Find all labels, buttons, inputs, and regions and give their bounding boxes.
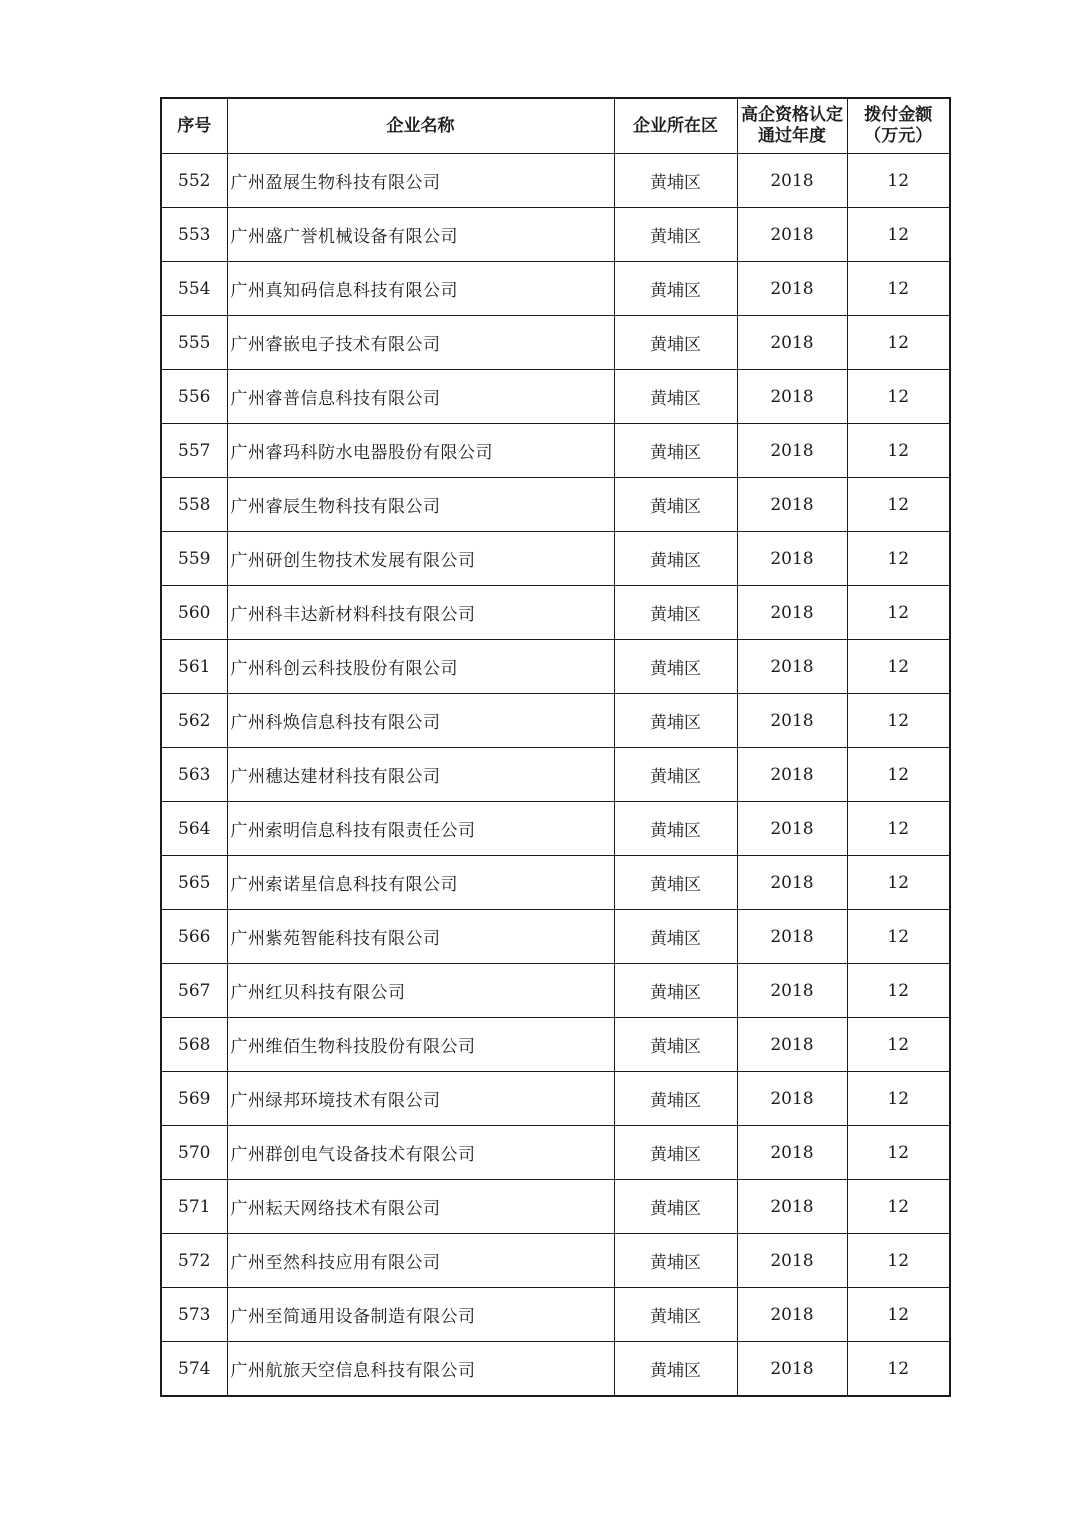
header-serial-number: 序号	[161, 98, 227, 154]
cell-amount: 12	[847, 748, 950, 802]
cell-district: 黄埔区	[614, 964, 737, 1018]
cell-certification-year: 2018	[737, 802, 847, 856]
table-body	[161, 154, 950, 1397]
table-row	[161, 802, 950, 856]
table-header	[161, 98, 950, 154]
table-row	[161, 1180, 950, 1234]
table-row	[161, 154, 950, 208]
cell-company-name: 广州索明信息科技有限责任公司	[227, 802, 614, 856]
cell-amount: 12	[847, 802, 950, 856]
cell-certification-year: 2018	[737, 370, 847, 424]
cell-company-name: 广州紫苑智能科技有限公司	[227, 910, 614, 964]
table-row	[161, 748, 950, 802]
cell-certification-year: 2018	[737, 532, 847, 586]
cell-serial-number: 565	[161, 856, 227, 910]
header-certification-year-label: 高企资格认定通过年度	[741, 105, 843, 146]
cell-district: 黄埔区	[614, 586, 737, 640]
table-row	[161, 1342, 950, 1397]
cell-amount: 12	[847, 316, 950, 370]
table-row	[161, 964, 950, 1018]
cell-certification-year: 2018	[737, 1180, 847, 1234]
cell-district: 黄埔区	[614, 370, 737, 424]
cell-certification-year: 2018	[737, 1072, 847, 1126]
cell-company-name: 广州至简通用设备制造有限公司	[227, 1288, 614, 1342]
header-amount	[847, 98, 950, 154]
cell-serial-number: 572	[161, 1234, 227, 1288]
cell-certification-year: 2018	[737, 856, 847, 910]
company-table	[160, 97, 951, 1397]
cell-amount: 12	[847, 478, 950, 532]
table-row	[161, 532, 950, 586]
cell-serial-number: 569	[161, 1072, 227, 1126]
cell-amount: 12	[847, 1126, 950, 1180]
cell-company-name: 广州盈展生物科技有限公司	[227, 154, 614, 208]
cell-district: 黄埔区	[614, 532, 737, 586]
cell-amount: 12	[847, 262, 950, 316]
cell-company-name: 广州睿辰生物科技有限公司	[227, 478, 614, 532]
cell-certification-year: 2018	[737, 910, 847, 964]
cell-certification-year: 2018	[737, 1018, 847, 1072]
cell-serial-number: 566	[161, 910, 227, 964]
cell-serial-number: 562	[161, 694, 227, 748]
cell-serial-number: 568	[161, 1018, 227, 1072]
cell-serial-number: 557	[161, 424, 227, 478]
cell-amount: 12	[847, 1342, 950, 1397]
cell-amount: 12	[847, 910, 950, 964]
cell-district: 黄埔区	[614, 154, 737, 208]
cell-certification-year: 2018	[737, 964, 847, 1018]
cell-certification-year: 2018	[737, 640, 847, 694]
table-row	[161, 910, 950, 964]
cell-serial-number: 570	[161, 1126, 227, 1180]
table-row	[161, 640, 950, 694]
table-row	[161, 1126, 950, 1180]
cell-company-name: 广州科创云科技股份有限公司	[227, 640, 614, 694]
cell-serial-number: 567	[161, 964, 227, 1018]
cell-district: 黄埔区	[614, 1072, 737, 1126]
cell-district: 黄埔区	[614, 640, 737, 694]
cell-amount: 12	[847, 1180, 950, 1234]
cell-certification-year: 2018	[737, 316, 847, 370]
cell-district: 黄埔区	[614, 1126, 737, 1180]
cell-company-name: 广州至然科技应用有限公司	[227, 1234, 614, 1288]
cell-certification-year: 2018	[737, 262, 847, 316]
cell-amount: 12	[847, 1018, 950, 1072]
cell-company-name: 广州盛广誉机械设备有限公司	[227, 208, 614, 262]
cell-district: 黄埔区	[614, 748, 737, 802]
table-row	[161, 478, 950, 532]
cell-district: 黄埔区	[614, 424, 737, 478]
table-row	[161, 1288, 950, 1342]
cell-certification-year: 2018	[737, 1126, 847, 1180]
table-row	[161, 1018, 950, 1072]
cell-certification-year: 2018	[737, 586, 847, 640]
cell-company-name: 广州睿嵌电子技术有限公司	[227, 316, 614, 370]
table-row	[161, 316, 950, 370]
cell-district: 黄埔区	[614, 1180, 737, 1234]
cell-serial-number: 556	[161, 370, 227, 424]
cell-amount: 12	[847, 154, 950, 208]
cell-certification-year: 2018	[737, 478, 847, 532]
cell-serial-number: 558	[161, 478, 227, 532]
cell-serial-number: 552	[161, 154, 227, 208]
table-row	[161, 370, 950, 424]
cell-serial-number: 573	[161, 1288, 227, 1342]
table-row	[161, 424, 950, 478]
cell-district: 黄埔区	[614, 478, 737, 532]
header-row	[161, 98, 950, 154]
cell-amount: 12	[847, 208, 950, 262]
cell-company-name: 广州索诺星信息科技有限公司	[227, 856, 614, 910]
cell-company-name: 广州真知码信息科技有限公司	[227, 262, 614, 316]
cell-serial-number: 574	[161, 1342, 227, 1397]
cell-company-name: 广州维佰生物科技股份有限公司	[227, 1018, 614, 1072]
cell-amount: 12	[847, 1288, 950, 1342]
table-row	[161, 694, 950, 748]
cell-certification-year: 2018	[737, 424, 847, 478]
cell-district: 黄埔区	[614, 856, 737, 910]
cell-company-name: 广州绿邦环境技术有限公司	[227, 1072, 614, 1126]
cell-company-name: 广州红贝科技有限公司	[227, 964, 614, 1018]
cell-company-name: 广州耘天网络技术有限公司	[227, 1180, 614, 1234]
cell-certification-year: 2018	[737, 1342, 847, 1397]
cell-company-name: 广州科丰达新材料科技有限公司	[227, 586, 614, 640]
cell-district: 黄埔区	[614, 1342, 737, 1397]
cell-serial-number: 553	[161, 208, 227, 262]
cell-serial-number: 571	[161, 1180, 227, 1234]
cell-company-name: 广州睿玛科防水电器股份有限公司	[227, 424, 614, 478]
cell-certification-year: 2018	[737, 748, 847, 802]
cell-company-name: 广州科焕信息科技有限公司	[227, 694, 614, 748]
header-company-name: 企业名称	[227, 98, 614, 154]
cell-district: 黄埔区	[614, 262, 737, 316]
cell-company-name: 广州睿普信息科技有限公司	[227, 370, 614, 424]
cell-serial-number: 560	[161, 586, 227, 640]
cell-amount: 12	[847, 640, 950, 694]
cell-serial-number: 561	[161, 640, 227, 694]
cell-amount: 12	[847, 1234, 950, 1288]
cell-certification-year: 2018	[737, 694, 847, 748]
cell-certification-year: 2018	[737, 1234, 847, 1288]
cell-company-name: 广州穗达建材科技有限公司	[227, 748, 614, 802]
cell-district: 黄埔区	[614, 1234, 737, 1288]
table-row	[161, 856, 950, 910]
table-row	[161, 262, 950, 316]
cell-district: 黄埔区	[614, 694, 737, 748]
cell-amount: 12	[847, 856, 950, 910]
cell-district: 黄埔区	[614, 208, 737, 262]
table-row	[161, 586, 950, 640]
cell-certification-year: 2018	[737, 208, 847, 262]
cell-amount: 12	[847, 694, 950, 748]
cell-serial-number: 554	[161, 262, 227, 316]
cell-amount: 12	[847, 370, 950, 424]
cell-amount: 12	[847, 586, 950, 640]
table-row	[161, 208, 950, 262]
cell-certification-year: 2018	[737, 1288, 847, 1342]
cell-serial-number: 563	[161, 748, 227, 802]
table-row	[161, 1072, 950, 1126]
table-row	[161, 1234, 950, 1288]
header-certification-year	[737, 98, 847, 154]
cell-district: 黄埔区	[614, 910, 737, 964]
cell-company-name: 广州研创生物技术发展有限公司	[227, 532, 614, 586]
cell-amount: 12	[847, 532, 950, 586]
cell-district: 黄埔区	[614, 1018, 737, 1072]
cell-amount: 12	[847, 424, 950, 478]
header-district: 企业所在区	[614, 98, 737, 154]
cell-amount: 12	[847, 1072, 950, 1126]
cell-company-name: 广州群创电气设备技术有限公司	[227, 1126, 614, 1180]
cell-amount: 12	[847, 964, 950, 1018]
cell-serial-number: 559	[161, 532, 227, 586]
cell-district: 黄埔区	[614, 802, 737, 856]
cell-district: 黄埔区	[614, 316, 737, 370]
header-amount-label: 拨付金额（万元）	[864, 105, 933, 146]
cell-company-name: 广州航旅天空信息科技有限公司	[227, 1342, 614, 1397]
cell-serial-number: 555	[161, 316, 227, 370]
cell-certification-year: 2018	[737, 154, 847, 208]
cell-district: 黄埔区	[614, 1288, 737, 1342]
cell-serial-number: 564	[161, 802, 227, 856]
